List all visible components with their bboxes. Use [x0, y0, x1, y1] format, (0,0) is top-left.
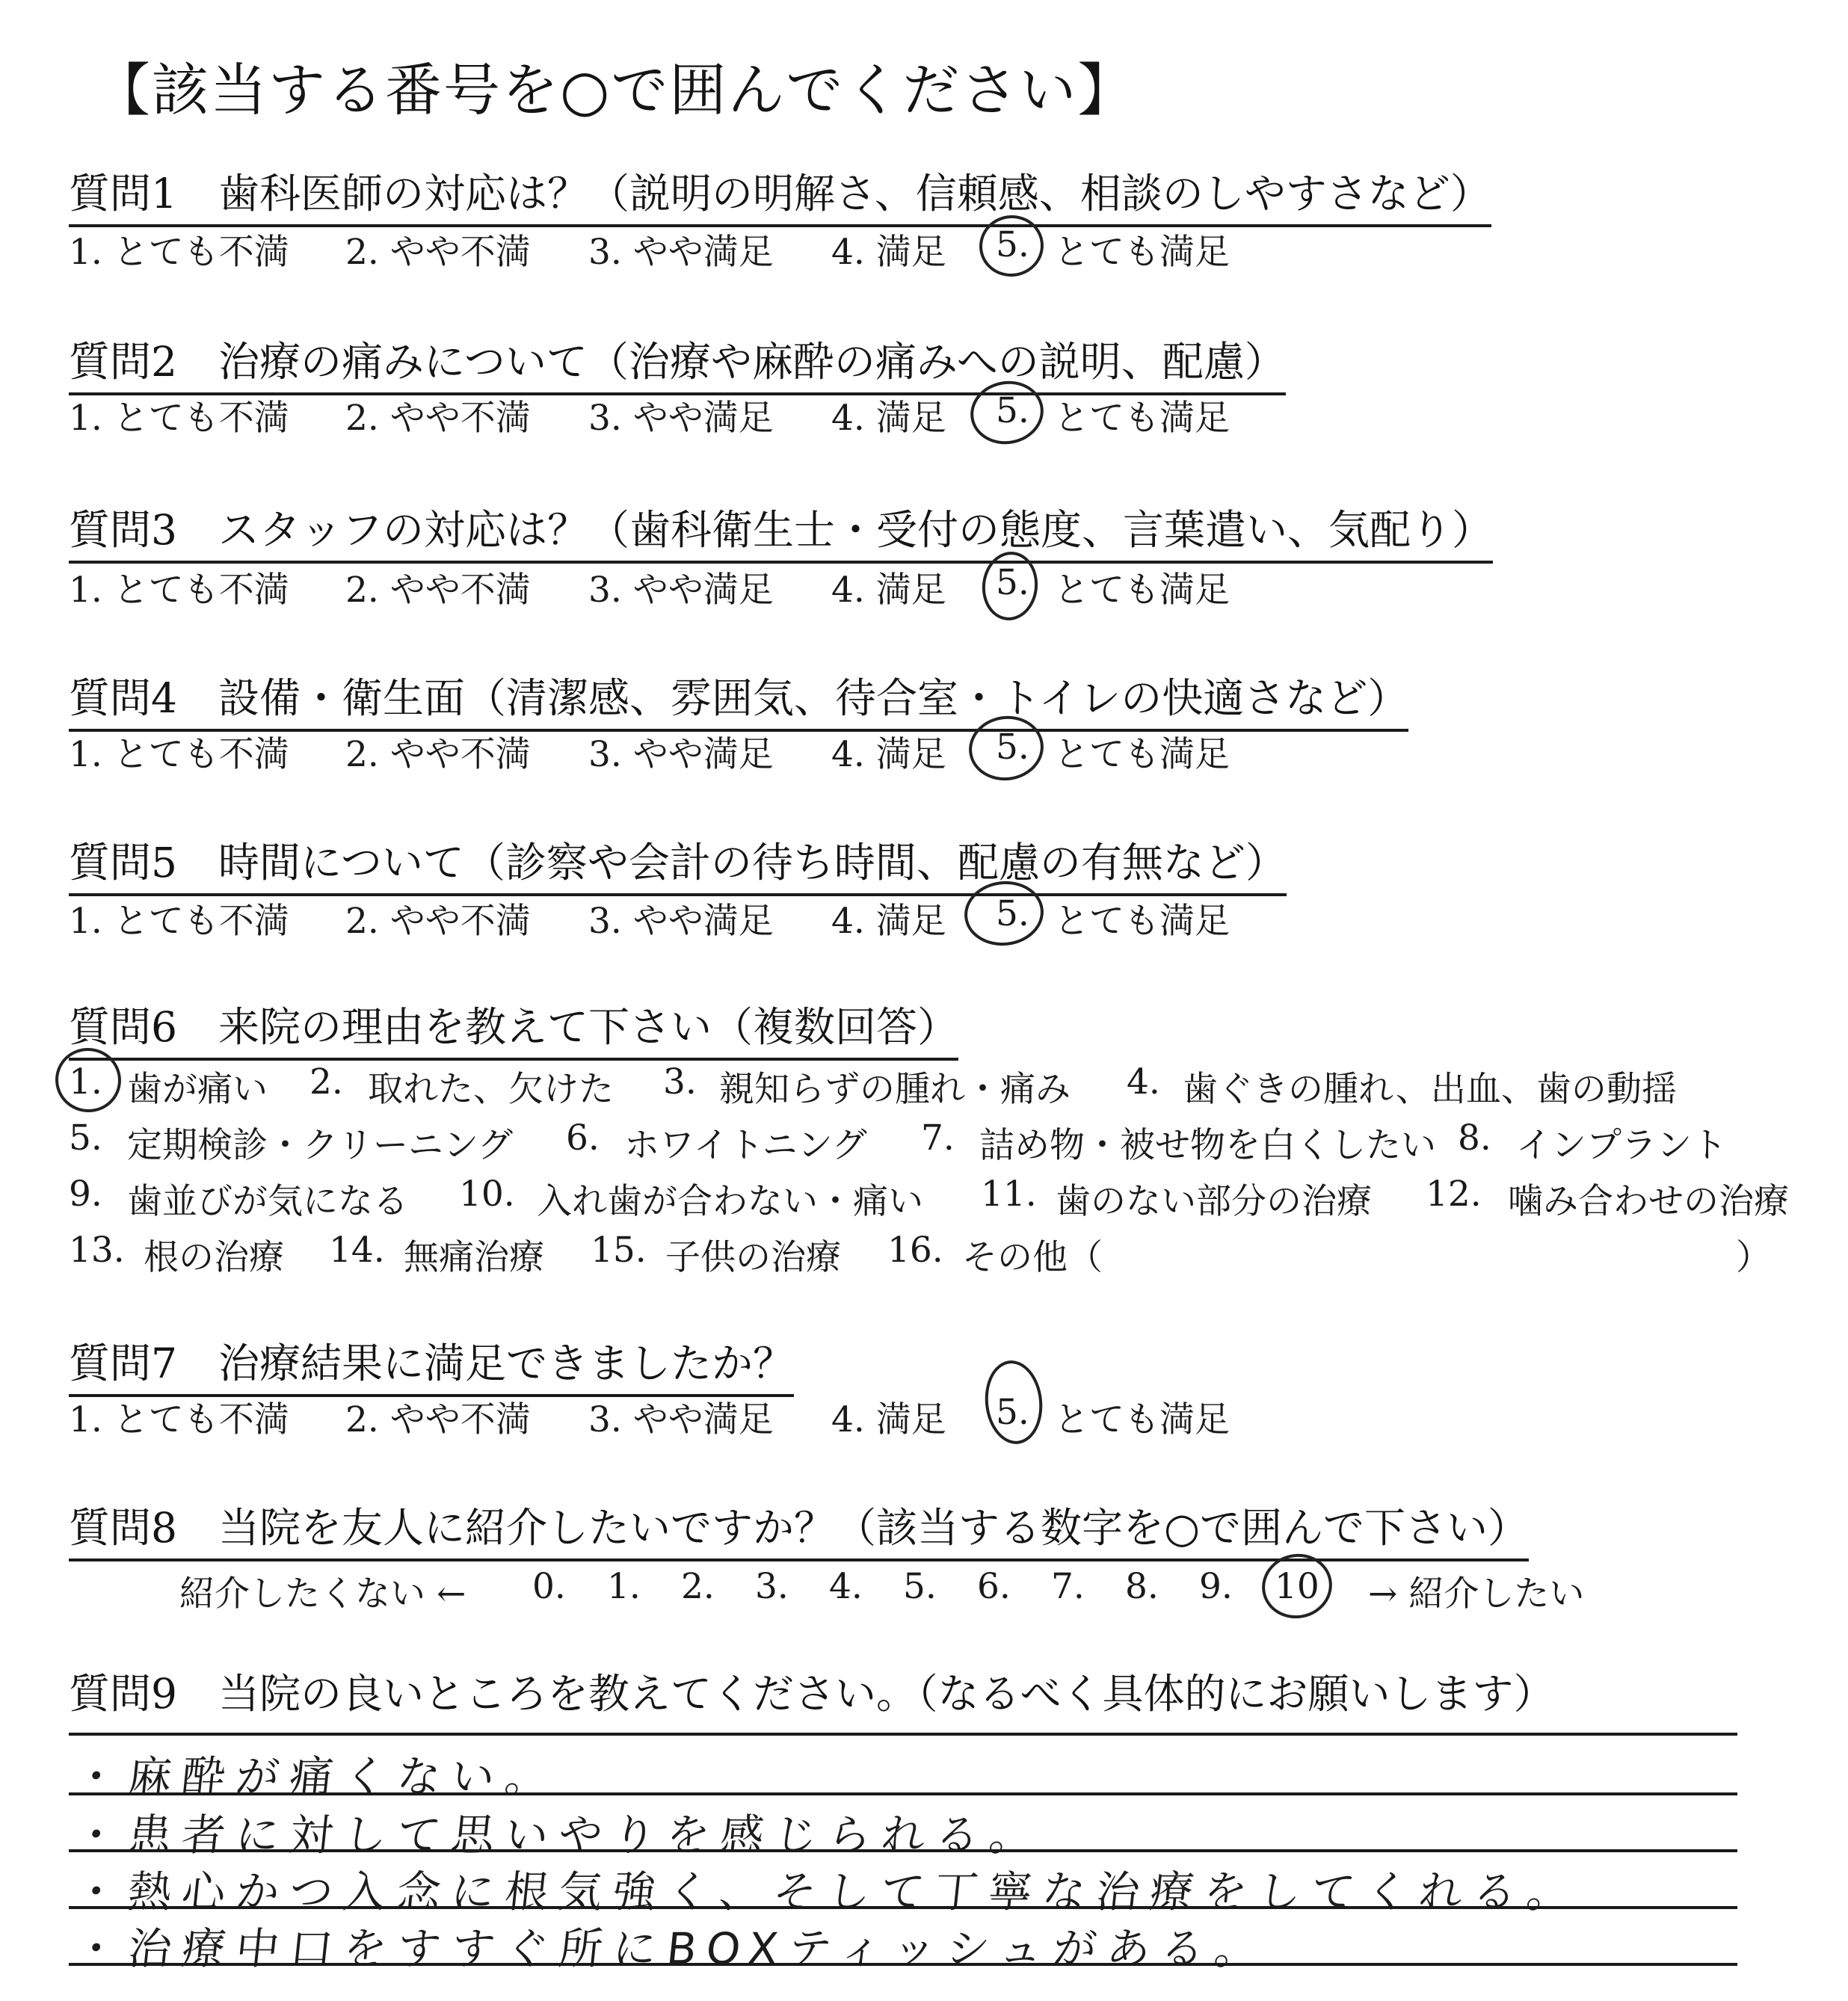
q6-option-3[interactable]: 3. — [663, 1061, 697, 1103]
q6-option-15[interactable]: 15. — [591, 1230, 647, 1271]
q8-scale-7[interactable]: 7. — [1051, 1566, 1085, 1607]
q6-option-6-label: ホワイトニング — [624, 1125, 867, 1166]
answer-1: ・麻酔が痛くない。 — [71, 1751, 562, 1802]
q8-scale-2[interactable]: 2. — [681, 1566, 715, 1607]
q6-option-9-label: 歯並びが気になる — [127, 1181, 408, 1222]
q6-option-5-label: 定期検診・クリーニング — [127, 1125, 514, 1166]
q6-option-11-label: 歯のない部分の治療 — [1056, 1181, 1372, 1222]
q5-option-5-label: とても満足 — [1054, 901, 1230, 942]
question-5-title: 質問5 時間について（診察や会計の待ち時間、配慮の有無など） — [69, 830, 1287, 896]
q3-option-5-label: とても満足 — [1054, 570, 1230, 611]
q7-option-4[interactable]: 4. 満足 — [831, 1399, 946, 1440]
q4-option-3[interactable]: 3. やや満足 — [588, 734, 774, 775]
q8-scale-8[interactable]: 8. — [1125, 1566, 1159, 1607]
q2-option-1[interactable]: 1. とても不満 — [69, 398, 289, 439]
q6-option-13-label: 根の治療 — [144, 1237, 284, 1278]
q2-option-5-label: とても満足 — [1054, 398, 1230, 439]
q2-option-3[interactable]: 3. やや満足 — [588, 398, 774, 439]
question-3-options — [69, 562, 1340, 611]
question-7-title: 質問7 治療結果に満足できましたか？ — [69, 1331, 794, 1397]
q8-scale-1[interactable]: 1. — [607, 1566, 641, 1607]
q8-scale-4[interactable]: 4. — [829, 1566, 863, 1607]
q5-option-3[interactable]: 3. やや満足 — [588, 901, 774, 942]
q6-option-5[interactable]: 5. — [69, 1117, 102, 1159]
q5-option-2[interactable]: 2. やや不満 — [345, 901, 531, 942]
question-8-title: 質問8 当院を友人に紹介したいですか？（該当する数字を○で囲んで下さい） — [69, 1495, 1529, 1561]
q8-scale-6[interactable]: 6. — [977, 1566, 1011, 1607]
q6-option-16-label: その他（ — [962, 1237, 1103, 1278]
q6-option-14-label: 無痛治療 — [404, 1237, 544, 1278]
q3-option-3[interactable]: 3. やや満足 — [588, 570, 774, 611]
q1-option-5-label: とても満足 — [1054, 232, 1230, 273]
question-6-title: 質問6 来院の理由を教えて下さい（複数回答） — [69, 994, 958, 1061]
answer-line-5 — [69, 1963, 1737, 1966]
q1-option-5[interactable]: 5. — [996, 224, 1029, 265]
q6-other-close-paren: ） — [1736, 1237, 1771, 1278]
question-4-title: 質問4 設備・衛生面（清潔感、雰囲気、待合室・トイレの快適さなど） — [69, 665, 1408, 732]
q4-option-1[interactable]: 1. とても不満 — [69, 734, 289, 775]
q6-option-8-label: インプラント — [1516, 1125, 1727, 1166]
q4-option-5-label: とても満足 — [1054, 734, 1230, 775]
q6-option-13[interactable]: 13. — [69, 1230, 125, 1271]
q6-option-2-label: 取れた、欠けた — [368, 1069, 614, 1110]
answer-2: ・患者に対して思いやりを感じられる。 — [71, 1810, 1047, 1860]
q6-option-7[interactable]: 7. — [921, 1117, 955, 1159]
q1-option-3[interactable]: 3. やや満足 — [588, 232, 774, 273]
q6-option-1[interactable]: 1. — [69, 1061, 102, 1103]
q7-option-1[interactable]: 1. とても不満 — [69, 1399, 289, 1440]
q5-option-4[interactable]: 4. 満足 — [831, 901, 946, 942]
q6-option-1-label: 歯が痛い — [127, 1069, 268, 1110]
answer-line-1 — [69, 1733, 1737, 1736]
q8-left-label: 紹介したくない ← — [179, 1573, 466, 1615]
q7-option-3[interactable]: 3. やや満足 — [588, 1399, 774, 1440]
q6-option-8[interactable]: 8. — [1458, 1117, 1491, 1159]
q6-option-7-label: 詰め物・被せ物を白くしたい — [979, 1125, 1436, 1166]
question-3-title: 質問3 スタッフの対応は？（歯科衛生士・受付の態度、言葉遣い、気配り） — [69, 497, 1493, 564]
q6-option-3-label: 親知らずの腫れ・痛み — [719, 1069, 1071, 1110]
question-1-title: 質問1 歯科医師の対応は？（説明の明解さ、信頼感、相談のしやすさなど） — [69, 161, 1491, 227]
q6-option-14[interactable]: 14. — [329, 1230, 385, 1271]
q8-scale-3[interactable]: 3. — [755, 1566, 789, 1607]
answer-line-4 — [69, 1906, 1737, 1909]
q2-option-5[interactable]: 5. — [996, 390, 1029, 431]
q6-option-2[interactable]: 2. — [309, 1061, 343, 1103]
question-6-row-4 — [69, 1230, 1788, 1278]
q6-option-15-label: 子供の治療 — [665, 1237, 841, 1278]
question-5-options — [69, 893, 1340, 942]
question-1-options — [69, 224, 1340, 273]
answer-line-3 — [69, 1849, 1737, 1852]
q1-option-2[interactable]: 2. やや不満 — [345, 232, 531, 273]
answer-line-2 — [69, 1792, 1737, 1795]
q8-right-label: → 紹介したい — [1368, 1573, 1585, 1615]
q7-option-5[interactable]: 5. — [996, 1392, 1029, 1433]
q7-option-2[interactable]: 2. やや不満 — [345, 1399, 531, 1440]
q6-option-10[interactable]: 10. — [459, 1174, 515, 1215]
q3-option-4[interactable]: 4. 満足 — [831, 570, 946, 611]
q2-option-2[interactable]: 2. やや不満 — [345, 398, 531, 439]
q3-option-1[interactable]: 1. とても不満 — [69, 570, 289, 611]
q6-option-12[interactable]: 12. — [1426, 1174, 1482, 1215]
question-6-row-3 — [69, 1174, 1789, 1222]
q6-option-16[interactable]: 16. — [887, 1230, 943, 1271]
q8-scale-10[interactable]: 10 — [1275, 1566, 1319, 1607]
q5-option-5[interactable]: 5. — [996, 893, 1029, 934]
answer-3: ・熱心かつ入念に根気強く、そして丁寧な治療をしてくれる。 — [71, 1866, 1583, 1917]
form-title: 【該当する番号を○で囲んでください】 — [93, 57, 1136, 123]
q8-scale-5[interactable]: 5. — [903, 1566, 937, 1607]
question-2-options — [69, 390, 1340, 439]
q3-option-2[interactable]: 2. やや不満 — [345, 570, 531, 611]
q7-option-5-label: とても満足 — [1054, 1399, 1230, 1440]
q5-option-1[interactable]: 1. とても不満 — [69, 901, 289, 942]
q6-option-4-label: 歯ぐきの腫れ、出血、歯の動揺 — [1183, 1069, 1677, 1110]
q6-option-10-label: 入れ歯が合わない・痛い — [537, 1181, 923, 1222]
q4-option-4[interactable]: 4. 満足 — [831, 734, 946, 775]
question-6-row-1 — [69, 1061, 1788, 1110]
q4-option-5[interactable]: 5. — [996, 727, 1029, 768]
q1-option-1[interactable]: 1. とても不満 — [69, 232, 289, 273]
question-8-scale — [179, 1566, 1675, 1615]
q6-option-6[interactable]: 6. — [566, 1117, 600, 1159]
q8-scale-0[interactable]: 0. — [532, 1566, 566, 1607]
q3-option-5[interactable]: 5. — [996, 562, 1029, 603]
answer-4: ・治療中口をすすぐ所にBOXティッシュがある。 — [71, 1923, 1272, 1974]
q8-scale-9[interactable]: 9. — [1199, 1566, 1233, 1607]
q1-option-4[interactable]: 4. 満足 — [831, 232, 946, 273]
q6-option-4[interactable]: 4. — [1127, 1061, 1160, 1103]
question-4-options — [69, 727, 1340, 775]
q6-option-11[interactable]: 11. — [981, 1174, 1037, 1215]
q4-option-2[interactable]: 2. やや不満 — [345, 734, 531, 775]
question-2-title: 質問2 治療の痛みについて（治療や麻酔の痛みへの説明、配慮） — [69, 329, 1286, 395]
question-6-row-2 — [69, 1117, 1788, 1166]
q6-option-12-label: 噛み合わせの治療 — [1508, 1181, 1789, 1222]
q7-selection-circle — [981, 1357, 1046, 1446]
question-9-title: 質問9 当院の良いところを教えてください。（なるべく具体的にお願いします） — [69, 1670, 1555, 1718]
q6-option-9[interactable]: 9. — [69, 1174, 102, 1215]
q2-option-4[interactable]: 4. 満足 — [831, 398, 946, 439]
question-7-options — [69, 1392, 1340, 1440]
